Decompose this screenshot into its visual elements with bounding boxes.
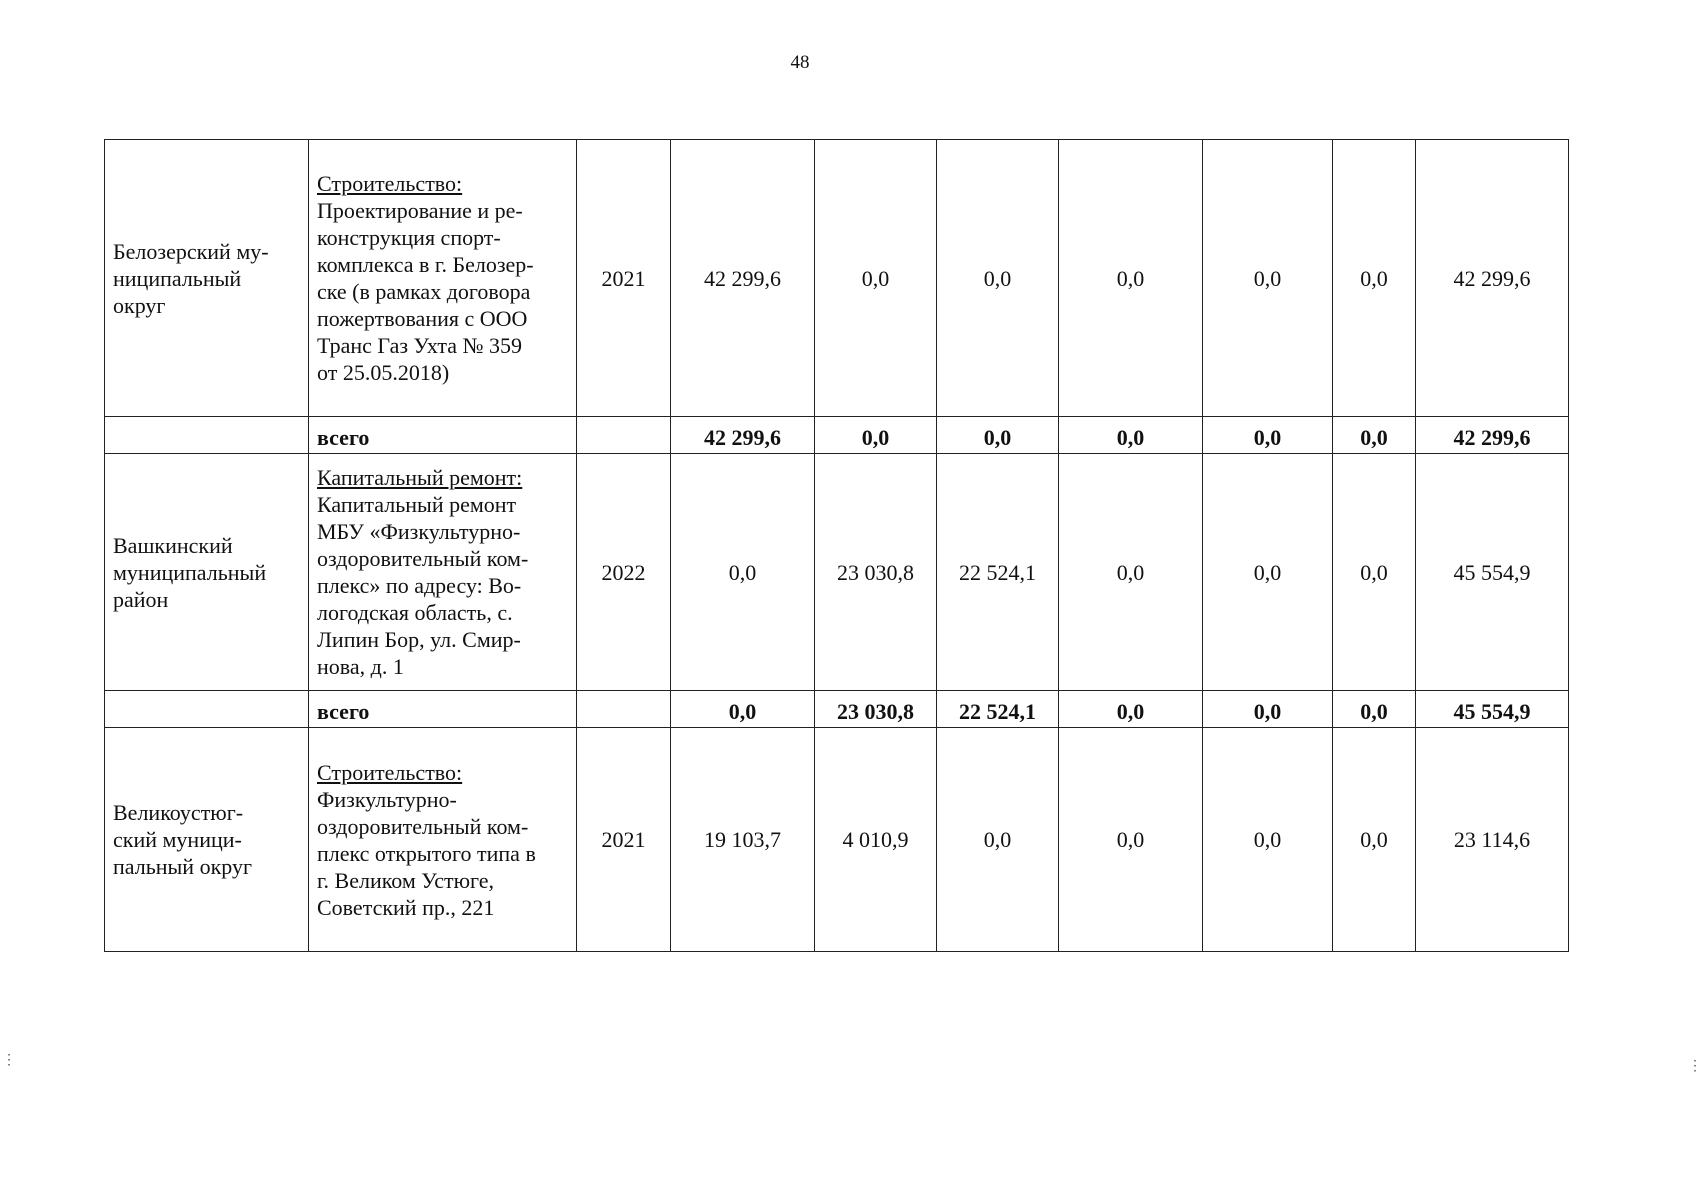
value-cell: 0,0 xyxy=(937,728,1059,952)
total-value-cell: 0,0 xyxy=(1333,691,1416,728)
scan-edge-mark: ⋮ xyxy=(2,1053,16,1068)
empty-cell xyxy=(105,417,309,454)
object-description: Проектирование и ре- конструкция спорт- комплекса в г. Белозер- ске (в рамках договора пожертвования с ООО Транс Газ Ухта № 359 от 25.05.2018) xyxy=(317,198,534,385)
empty-cell xyxy=(105,691,309,728)
empty-cell xyxy=(577,691,671,728)
value-cell: 0,0 xyxy=(1203,728,1333,952)
total-value-cell: 42 299,6 xyxy=(671,417,815,454)
total-value-cell: 0,0 xyxy=(671,691,815,728)
value-cell: 19 103,7 xyxy=(671,728,815,952)
total-value-cell: 42 299,6 xyxy=(1416,417,1569,454)
year-cell: 2021 xyxy=(577,140,671,417)
value-cell: 42 299,6 xyxy=(671,140,815,417)
work-type-label: Строительство: xyxy=(317,759,463,785)
value-cell: 0,0 xyxy=(937,140,1059,417)
value-cell: 0,0 xyxy=(1059,728,1203,952)
municipality-cell xyxy=(105,728,309,952)
municipality-name: Великоустюг- ский муници- пальный округ xyxy=(113,800,252,879)
value-cell: 0,0 xyxy=(1333,140,1416,417)
table-total-row xyxy=(105,417,1569,454)
total-value-cell: 0,0 xyxy=(815,417,937,454)
value-cell: 4 010,9 xyxy=(815,728,937,952)
table-row xyxy=(105,454,1569,691)
description-cell xyxy=(309,454,577,691)
total-value-cell: 0,0 xyxy=(1059,417,1203,454)
total-label: всего xyxy=(309,417,577,454)
work-type-label: Капитальный ремонт: xyxy=(317,465,523,490)
year-cell: 2022 xyxy=(577,454,671,691)
value-total-cell: 23 114,6 xyxy=(1416,728,1569,952)
value-cell: 0,0 xyxy=(671,454,815,691)
total-value-cell: 22 524,1 xyxy=(937,691,1059,728)
work-type-label: Строительство: xyxy=(317,171,463,196)
value-total-cell: 42 299,6 xyxy=(1416,140,1569,417)
description-cell xyxy=(309,728,577,952)
municipality-name: Белозерский му- ниципальный округ xyxy=(113,238,269,318)
value-cell: 0,0 xyxy=(1203,140,1333,417)
value-cell: 0,0 xyxy=(1333,728,1416,952)
value-cell: 0,0 xyxy=(815,140,937,417)
total-value-cell: 23 030,8 xyxy=(815,691,937,728)
total-value-cell: 0,0 xyxy=(937,417,1059,454)
municipality-name: Вашкинский муниципальный район xyxy=(113,532,267,612)
object-description: Физкультурно- оздоровительный ком- плекс открытого типа в г. Великом Устюге, Советский пр., 221 xyxy=(317,786,536,920)
table-total-row xyxy=(105,691,1569,728)
total-value-cell: 0,0 xyxy=(1059,691,1203,728)
total-value-cell: 0,0 xyxy=(1333,417,1416,454)
municipality-cell xyxy=(105,454,309,691)
description-cell xyxy=(309,140,577,417)
total-value-cell: 45 554,9 xyxy=(1416,691,1569,728)
year-cell: 2021 xyxy=(577,728,671,952)
value-cell: 0,0 xyxy=(1059,140,1203,417)
value-cell: 0,0 xyxy=(1203,454,1333,691)
total-value-cell: 0,0 xyxy=(1203,417,1333,454)
value-cell: 22 524,1 xyxy=(937,454,1059,691)
municipality-cell xyxy=(105,140,309,417)
value-cell: 0,0 xyxy=(1059,454,1203,691)
funding-table xyxy=(104,139,1569,952)
empty-cell xyxy=(577,417,671,454)
scan-edge-mark: ⋮ xyxy=(1688,1059,1702,1074)
total-label: всего xyxy=(309,691,577,728)
value-cell: 23 030,8 xyxy=(815,454,937,691)
value-total-cell: 45 554,9 xyxy=(1416,454,1569,691)
table-row xyxy=(105,140,1569,417)
total-value-cell: 0,0 xyxy=(1203,691,1333,728)
value-cell: 0,0 xyxy=(1333,454,1416,691)
object-description: Капитальный ремонт МБУ «Физкультурно- оздоровительный ком- плекс» по адресу: Во- логодская область, с. Липин Бор, ул. Смир- нова, д. 1 xyxy=(317,492,529,679)
table-row xyxy=(105,728,1569,952)
page-number: 48 xyxy=(790,52,810,73)
